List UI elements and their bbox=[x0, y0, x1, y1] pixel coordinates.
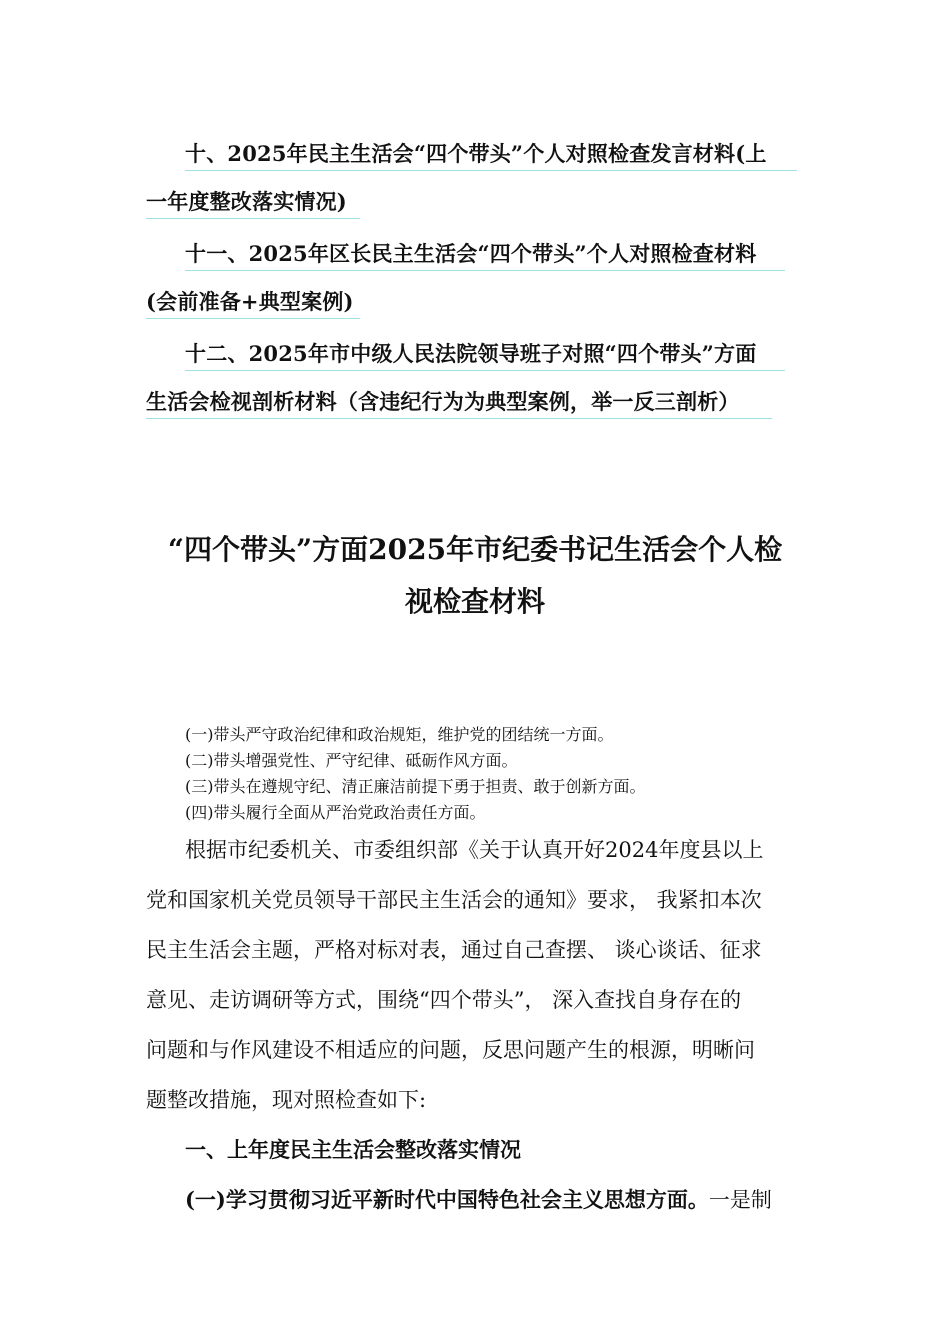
outline-point: (一)带头严守政治纪律和政治规矩，维护党的团结统一方面。 bbox=[185, 725, 614, 744]
document-title-line1: “四个带头”方面2025年市纪委书记生活会个人检 bbox=[167, 533, 783, 566]
toc-link-underline bbox=[146, 418, 772, 419]
toc-link-underline bbox=[185, 270, 785, 271]
section-heading: 一、上年度民主生活会整改落实情况 bbox=[185, 1137, 521, 1162]
document-title-line2: 视检查材料 bbox=[404, 585, 545, 618]
toc-item-11-line2[interactable]: (会前准备+典型案例) bbox=[146, 289, 354, 314]
toc-item-11-line1[interactable]: 十一、2025年区长民主生活会“四个带头”个人对照检查材料 bbox=[185, 241, 757, 266]
outline-point: (二)带头增强党性、严守纪律、砥砺作风方面。 bbox=[185, 751, 518, 770]
paragraph-line: 题整改措施，现对照检查如下: bbox=[146, 1088, 427, 1112]
paragraph-line: 民主生活会主题，严格对标对表，通过自己查摆、 谈心谈话、征求 bbox=[146, 938, 762, 962]
toc-link-underline bbox=[185, 170, 797, 171]
toc-item-10-line1[interactable]: 十、2025年民主生活会“四个带头”个人对照检查发言材料(上 bbox=[185, 141, 767, 166]
paragraph-line: 意见、走访调研等方式，围绕“四个带头”， 深入查找自身存在的 bbox=[146, 988, 742, 1012]
toc-link-underline bbox=[146, 318, 360, 319]
toc-link-underline bbox=[146, 218, 360, 219]
subsection-line bbox=[185, 1186, 772, 1214]
paragraph-line: 党和国家机关党员领导干部民主生活会的通知》要求， 我紧扣本次 bbox=[146, 888, 762, 912]
toc-item-12-line2[interactable]: 生活会检视剖析材料（含违纪行为为典型案例，举一反三剖析） bbox=[146, 389, 740, 414]
toc-link-underline bbox=[185, 370, 785, 371]
subsection-text: 一是制 bbox=[708, 1188, 772, 1212]
outline-point: (四)带头履行全面从严治党政治责任方面。 bbox=[185, 803, 486, 822]
toc-item-12-line1[interactable]: 十二、2025年市中级人民法院领导班子对照“四个带头”方面 bbox=[185, 341, 757, 366]
toc-item-10-line2[interactable]: 一年度整改落实情况) bbox=[146, 189, 347, 214]
paragraph-line: 问题和与作风建设不相适应的问题，反思问题产生的根源，明晰问 bbox=[146, 1038, 755, 1062]
outline-point: (三)带头在遵规守纪、清正廉洁前提下勇于担责、敢于创新方面。 bbox=[185, 777, 646, 796]
subsection-heading: (一)学习贯彻习近平新时代中国特色社会主义思想方面。 bbox=[185, 1187, 709, 1212]
paragraph-line: 根据市纪委机关、市委组织部《关于认真开好2024年度县以上 bbox=[185, 838, 764, 862]
